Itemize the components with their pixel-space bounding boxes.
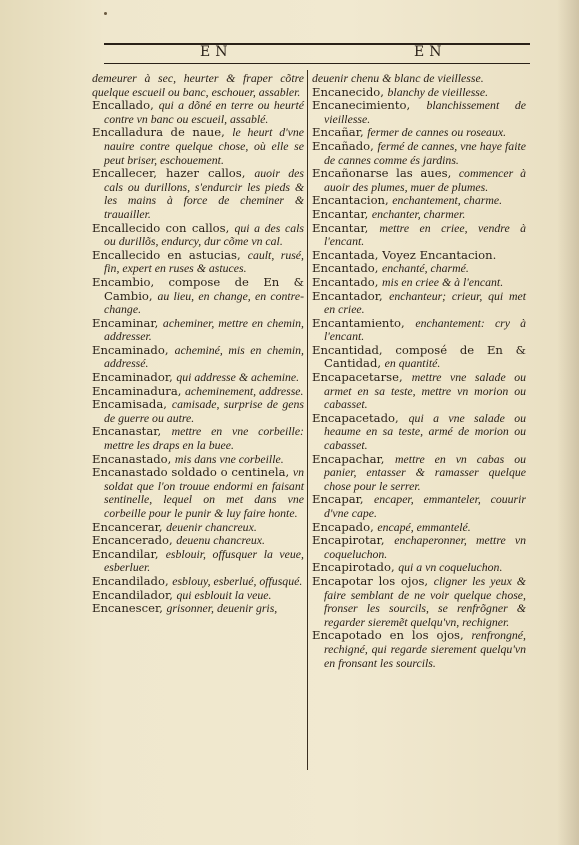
entry-headword: Encañonarse las aues,: [312, 166, 452, 181]
dictionary-entry: [312, 72, 526, 86]
dictionary-entry: [92, 575, 304, 589]
entry-headword: Encantar,: [312, 220, 369, 235]
entry-translation: enchaperonner, mettre vn coqueluchon.: [324, 533, 526, 561]
entry-headword: Encañado,: [312, 138, 374, 153]
entry-headword: Encapirotado,: [312, 560, 395, 575]
entry-translation: mettre vne salade ou armet en sa teste, mettre vn morion ou cabasset.: [324, 370, 527, 412]
dictionary-entry: [92, 453, 304, 467]
dictionary-entry: [92, 99, 304, 126]
entry-headword: Encandilado,: [92, 573, 169, 588]
dictionary-entry: [312, 86, 526, 100]
left-column: [92, 72, 304, 616]
entry-headword: Encapachar,: [312, 451, 385, 466]
entry-translation: fermer de cannes ou roseaux.: [367, 125, 507, 140]
header-guide-left: EN: [200, 44, 233, 60]
entry-translation: acheminement, addresse.: [185, 383, 304, 398]
entry-translation: qui a vn coqueluchon.: [398, 560, 503, 575]
entry-translation: commencer à auoir des plumes, muer de plumes.: [324, 166, 526, 194]
entry-headword: Encallecer, hazer callos,: [92, 166, 246, 181]
entry-translation: fermé de cannes, vne haye faite de cannes comme és jardins.: [324, 138, 526, 167]
dictionary-entry: [312, 99, 526, 126]
entry-headword: Encanastado soldado o centinela,: [92, 465, 290, 480]
entry-translation: acheminer, mettre en chemin, addresser.: [104, 315, 304, 344]
entry-translation: cligner les yeux & faire semblant de ne voir quelque chose, fronser les sourcils, se renfrõgner & regarder sieremẽt quelqu'vn, rechigner.: [324, 573, 526, 629]
gutter-shadow: [557, 0, 579, 845]
dictionary-entry: [312, 276, 526, 290]
entry-headword: Encancerado,: [92, 533, 173, 548]
entry-headword: Encanastado,: [92, 451, 172, 466]
dictionary-entry: [312, 208, 526, 222]
dictionary-entry: [312, 629, 526, 670]
dictionary-entry: [92, 521, 304, 535]
entry-headword: Encapado,: [312, 519, 374, 534]
entry-translation: demeurer à sec, heurter & fraper cõtre quelque escueil ou banc, eschouer, assabler.: [92, 71, 304, 99]
entry-headword: Encapacetado,: [312, 410, 399, 425]
entry-headword: Encantado,: [312, 261, 379, 276]
entry-translation: renfrongné, rechigné, qui regarde sierement quelqu'vn en fronsant les sourcils.: [324, 628, 526, 670]
entry-translation: en quantité.: [384, 356, 441, 371]
entry-translation: qui a des cals ou durillõs, endurcy, dur cõme vn cal.: [104, 220, 304, 249]
entry-headword: Encantamiento,: [312, 315, 405, 330]
dictionary-entry: [92, 371, 304, 385]
entry-translation: qui a vne salade ou heaume en sa teste, armé de morion ou cabasset.: [324, 410, 526, 453]
entry-headword: Encanastar,: [92, 424, 162, 439]
entry-translation: enchantement, charme.: [392, 193, 503, 208]
entry-headword: Encañar,: [312, 125, 364, 140]
entry-translation: camisade, surprise de gens de guerre ou autre.: [104, 397, 304, 425]
dictionary-entry: [92, 534, 304, 548]
dictionary-entry: [92, 126, 304, 167]
right-column: [312, 72, 526, 670]
dictionary-entry: [312, 521, 526, 535]
header-guide-right: EN: [414, 44, 447, 60]
entry-headword: Encambio, compose de En & Cambio,: [92, 274, 304, 303]
entry-translation: acheminé, mis en chemin, addressé.: [104, 342, 304, 371]
dictionary-entry: [92, 249, 304, 276]
dictionary-entry: [312, 262, 526, 276]
dictionary-entry: [312, 412, 526, 453]
dictionary-entry: [312, 561, 526, 575]
entry-translation: qui addresse & achemine.: [176, 370, 300, 385]
entry-translation: le heurt d'vne nauire contre quelque chose, où elle se peut briser, eschouement.: [104, 125, 304, 167]
entry-translation: mis dans vne corbeille.: [174, 451, 284, 466]
dictionary-entry: [312, 222, 526, 249]
running-header: [104, 38, 530, 68]
entry-headword: Encancerar,: [92, 519, 163, 534]
dictionary-entry: [92, 344, 304, 371]
entry-translation: enchanteur; crieur, qui met en criee.: [324, 288, 526, 317]
entry-translation: enchanter, charmer.: [371, 206, 466, 221]
entry-headword: Encanescer,: [92, 601, 163, 616]
dictionary-entry: [92, 222, 304, 249]
entry-headword: Encapacetarse,: [312, 370, 403, 385]
entry-headword: Encantar,: [312, 206, 369, 221]
entry-translation: encaper, emmanteler, couurir d'vne cape.: [324, 492, 526, 520]
entry-translation: blanchy de vieillesse.: [387, 84, 489, 99]
entry-headword: Encamisada,: [92, 397, 167, 412]
dictionary-entry: [312, 140, 526, 167]
dictionary-entry: [92, 602, 304, 616]
dictionary-entry: [92, 385, 304, 399]
dictionary-entry: [312, 290, 526, 317]
dictionary-entry: [92, 276, 304, 317]
entry-translation: enchanté, charmé.: [382, 261, 469, 276]
entry-headword: Encantacion,: [312, 193, 389, 208]
ink-spot: [104, 12, 107, 15]
entry-headword: Encantado,: [312, 274, 379, 289]
dictionary-entry: [92, 589, 304, 603]
dictionary-entry: [312, 493, 526, 520]
entry-headword: Encandilador,: [92, 587, 173, 602]
dictionary-entry: [92, 398, 304, 425]
entry-translation: grisonner, deuenir gris,: [166, 601, 278, 616]
entry-headword: Encapar,: [312, 492, 364, 507]
entry-translation: mettre en vn cabas ou panier, entasser & ramasser quelque chose pour le serrer.: [324, 451, 526, 493]
entry-translation: esblouy, esberlué, offusqué.: [172, 573, 303, 588]
entry-headword: Encalladura de naue,: [92, 125, 225, 140]
entry-headword: Encanecido,: [312, 84, 384, 99]
entry-translation: enchantement: cry à l'encant.: [324, 315, 526, 344]
entry-headword: Encantada, Voyez Encantacion.: [312, 247, 497, 262]
dictionary-entry: [312, 453, 526, 494]
entry-translation: mettre en vne corbeille: mettre les draps en la buee.: [104, 424, 304, 453]
entry-translation: cault, rusé, fin, expert en ruses & astuces.: [104, 247, 304, 276]
entry-headword: Encantidad, composé de En & Cantidad,: [312, 342, 526, 371]
dictionary-entry: [312, 534, 526, 561]
entry-translation: mis en criee & à l'encant.: [382, 274, 504, 289]
entry-translation: mettre en criee, vendre à l'encant.: [324, 220, 527, 249]
entry-headword: Encaminadura,: [92, 383, 182, 398]
dictionary-entry: [92, 548, 304, 575]
dictionary-entry: [312, 575, 526, 629]
entry-translation: esblouir, offusquer la veue, esberluer.: [104, 546, 304, 575]
dictionary-entry: [312, 249, 526, 263]
dictionary-entry: [312, 167, 526, 194]
entry-headword: Encallecido con callos,: [92, 220, 230, 235]
entry-headword: Encaminador,: [92, 370, 173, 385]
dictionary-entry: [312, 344, 526, 371]
dictionary-entry: [92, 317, 304, 344]
entry-headword: Encapotado en los ojos,: [312, 628, 464, 643]
dictionary-entry: [92, 167, 304, 221]
entry-translation: au lieu, en change, en contre-change.: [104, 288, 305, 317]
dictionary-entry: [312, 371, 526, 412]
dictionary-entry: [92, 72, 304, 99]
entry-translation: blanchissement de vieillesse.: [324, 98, 526, 126]
dictionary-entry: [92, 466, 304, 520]
dictionary-entry: [312, 126, 526, 140]
entry-headword: Encapirotar,: [312, 533, 385, 548]
entry-translation: deuenir chancreux.: [166, 519, 257, 534]
entry-translation: auoir des cals ou durillons, s'endurcir les pieds & les mains à force de cheminer & trauailler.: [104, 166, 304, 221]
entry-headword: Encallecido en astucias,: [92, 247, 241, 262]
entry-headword: Encapotar los ojos,: [312, 573, 429, 588]
dictionary-entry: [92, 425, 304, 452]
entry-headword: Encallado,: [92, 98, 154, 113]
entry-headword: Encaminar,: [92, 315, 159, 330]
entry-translation: qui a dõné en terre ou heurté contre vn banc ou escueil, assablé.: [104, 98, 304, 126]
header-rule-top: [104, 43, 530, 45]
dictionary-entry: [312, 194, 526, 208]
entry-translation: deuenir chenu & blanc de vieillesse.: [312, 71, 484, 85]
entry-headword: Encandilar,: [92, 546, 159, 561]
entry-translation: qui esblouit la veue.: [176, 587, 272, 602]
entry-translation: encapé, emmantelé.: [377, 519, 471, 534]
column-divider: [307, 70, 308, 770]
entry-headword: Encantador,: [312, 288, 383, 303]
entry-headword: Encaminado,: [92, 342, 169, 357]
entry-headword: Encanecimiento,: [312, 98, 411, 113]
entry-translation: vn soldat que l'on trouue endormi en faisant sentinelle, lequel on met dans vne corbeille pour le punir & luy faire honte.: [104, 465, 304, 520]
dictionary-entry: [312, 317, 526, 344]
entry-translation: deuenu chancreux.: [176, 533, 265, 548]
header-rule-bottom: [104, 63, 530, 64]
